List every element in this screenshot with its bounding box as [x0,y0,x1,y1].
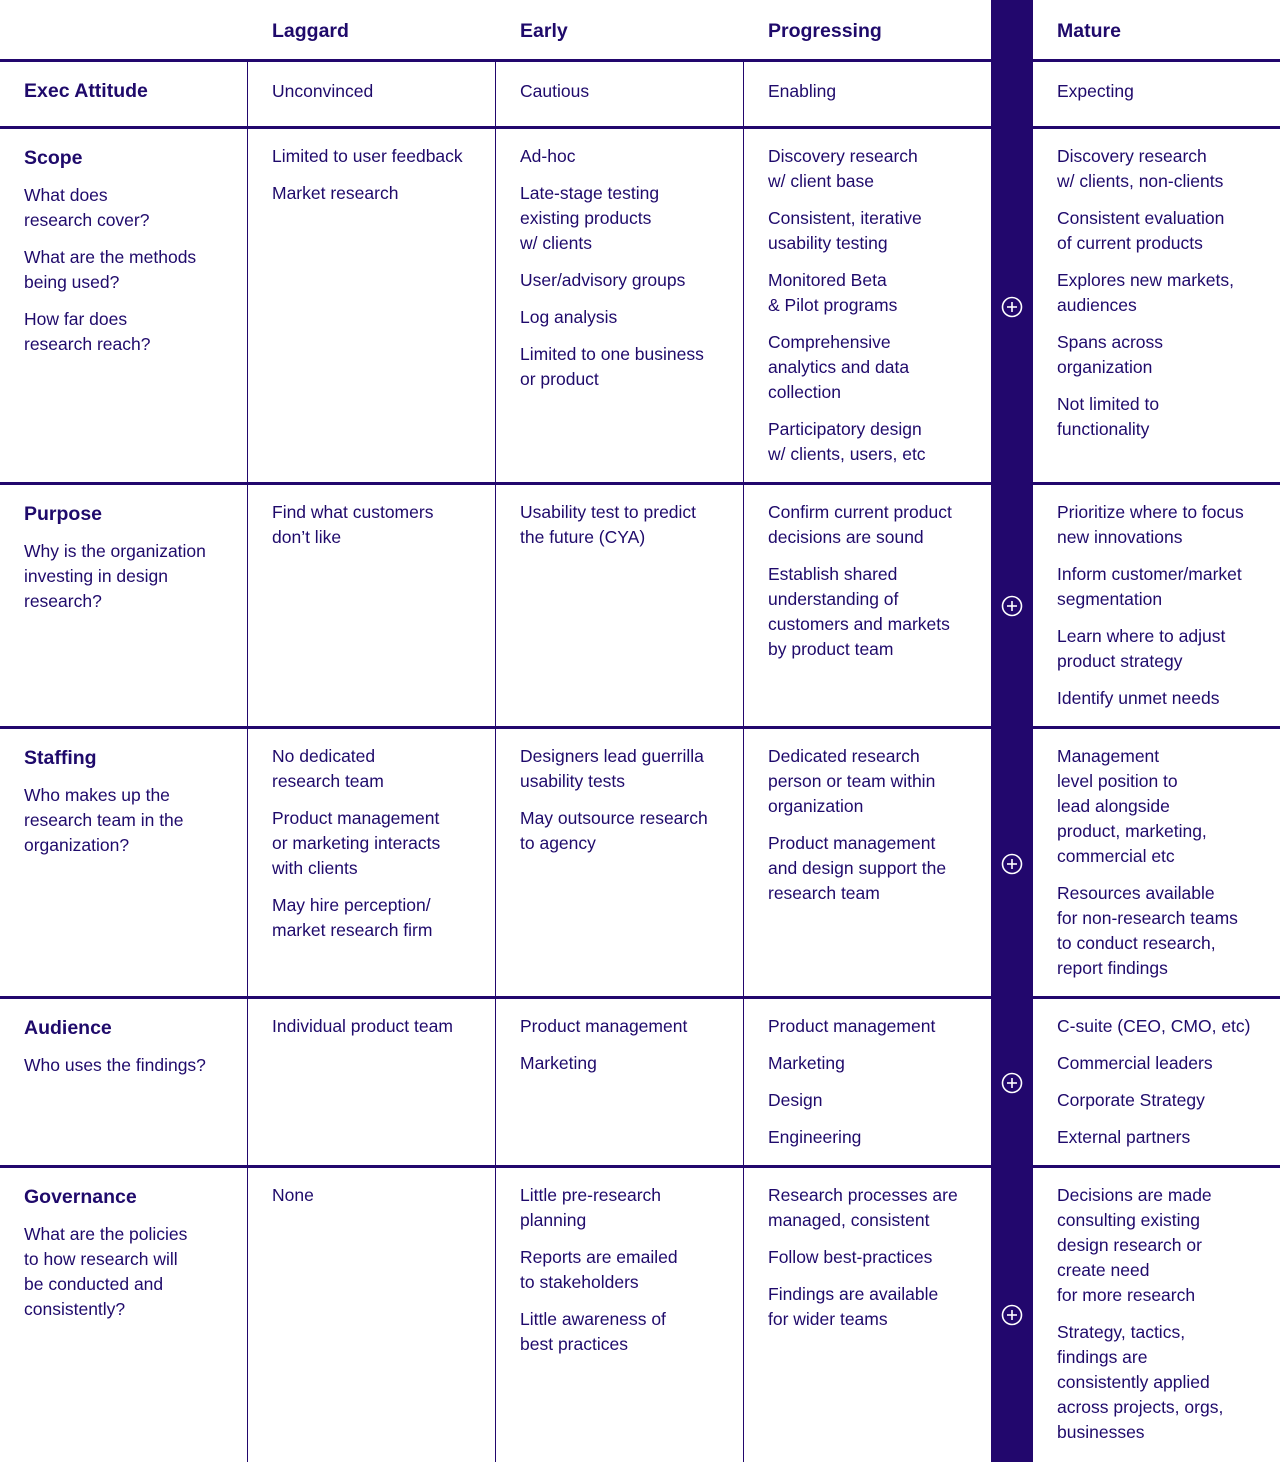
row-divider [0,726,1280,729]
cell-item: Explores new markets, audiences [1057,270,1235,315]
cell-purpose-progressing [768,500,983,674]
cell-item: Enabling [768,81,837,101]
cell-item: Commercial leaders [1057,1053,1213,1073]
cell-item: Marketing [768,1053,845,1073]
column-header-progressing: Progressing [768,20,882,42]
cell-item: Design [768,1090,823,1110]
row-divider [0,126,1280,129]
cell-item: Participatory design w/ clients, users, etc [768,419,926,464]
cell-item: Late-stage testing existing products w/ clients [520,183,660,253]
cell-scope-mature [1057,144,1272,454]
column-header-mature: Mature [1057,20,1121,42]
row-header-purpose [24,502,234,626]
cell-item: Product management and design support the research team [768,833,947,903]
row-divider [0,59,1280,62]
row-header-staffing [24,746,234,870]
plus-circle-icon[interactable] [1001,296,1023,318]
cell-item: None [272,1185,314,1205]
cell-scope-progressing [768,144,983,479]
cell-item: Expecting [1057,81,1134,101]
cell-item: Reports are emailed to stakeholders [520,1247,678,1292]
cell-item: Spans across organization [1057,332,1164,377]
cell-item: Confirm current product decisions are sound [768,502,952,547]
cell-exec-attitude-progressing [768,79,983,116]
cell-item: Identify unmet needs [1057,688,1220,708]
cell-item: Little awareness of best practices [520,1309,666,1354]
cell-purpose-early [520,500,735,562]
row-title: Staffing [24,747,97,769]
row-divider [0,482,1280,485]
cell-item: Monitored Beta & Pilot programs [768,270,898,315]
row-title: Purpose [24,503,103,525]
row-title: Audience [24,1017,112,1039]
row-question: Who makes up the research team in the organization? [24,785,184,855]
cell-item: Follow best-practices [768,1247,933,1267]
cell-item: Engineering [768,1127,862,1147]
cell-item: User/advisory groups [520,270,686,290]
cell-item: Marketing [520,1053,597,1073]
cell-staffing-early [520,744,735,868]
cell-staffing-laggard [272,744,487,955]
cell-item: Product management or marketing interacts with clients [272,808,441,878]
cell-item: Log analysis [520,307,618,327]
row-title: Exec Attitude [24,80,148,102]
cell-item: No dedicated research team [272,746,384,791]
cell-item: Limited to one business or product [520,344,704,389]
cell-scope-early [520,144,735,404]
cell-item: Find what customers don’t like [272,502,434,547]
cell-item: Strategy, tactics, findings are consistently applied across projects, orgs, businesses [1057,1322,1224,1442]
cell-item: Individual product team [272,1016,453,1036]
cell-item: Ad-hoc [520,146,576,166]
plus-circle-icon[interactable] [1001,853,1023,875]
row-title: Scope [24,147,83,169]
cell-purpose-mature [1057,500,1272,723]
column-header-laggard: Laggard [272,20,349,42]
plus-circle-icon[interactable] [1001,595,1023,617]
cell-item: May hire perception/ market research firm [272,895,433,940]
cell-staffing-mature [1057,744,1272,993]
cell-item: Management level position to lead alongside product, marketing, commercial etc [1057,746,1207,866]
cell-item: Establish shared understanding of customers and markets by product team [768,564,950,659]
cell-item: Dedicated research person or team within organization [768,746,936,816]
cell-item: Discovery research w/ clients, non-clients [1057,146,1224,191]
cell-item: Cautious [520,81,590,101]
cell-audience-progressing [768,1014,983,1162]
cell-exec-attitude-mature [1057,79,1272,116]
cell-item: Decisions are made consulting existing design research or create need for more research [1057,1185,1212,1305]
cell-governance-progressing [768,1183,983,1344]
cell-audience-mature [1057,1014,1272,1162]
cell-item: Usability test to predict the future (CYA) [520,502,697,547]
cell-item: Resources available for non-research teams to conduct research, report findings [1057,883,1238,978]
plus-circle-icon[interactable] [1001,1304,1023,1326]
row-header-scope [24,146,234,369]
cell-scope-laggard [272,144,487,218]
row-divider [0,1165,1280,1168]
cell-exec-attitude-laggard [272,79,487,116]
column-divider [247,60,248,1462]
column-header-early: Early [520,20,568,42]
cell-item: Prioritize where to focus new innovations [1057,502,1244,547]
cell-item: Market research [272,183,399,203]
column-divider [743,60,744,1462]
cell-governance-mature [1057,1183,1272,1457]
cell-governance-early [520,1183,735,1369]
cell-item: Corporate Strategy [1057,1090,1205,1110]
cell-item: Learn where to adjust product strategy [1057,626,1226,671]
row-question: How far does research reach? [24,309,151,354]
plus-circle-icon[interactable] [1001,1072,1023,1094]
row-title: Governance [24,1186,137,1208]
row-header-audience [24,1016,234,1090]
row-question: Why is the organization investing in design research? [24,541,206,611]
cell-item: Comprehensive analytics and data collection [768,332,910,402]
cell-item: Limited to user feedback [272,146,463,166]
cell-item: Product management [520,1016,688,1036]
row-question: Who uses the findings? [24,1055,206,1075]
column-divider [495,60,496,1462]
cell-item: Designers lead guerrilla usability tests [520,746,704,791]
cell-staffing-progressing [768,744,983,918]
cell-item: Consistent evaluation of current products [1057,208,1225,253]
mature-column-divider-band [991,0,1033,1462]
cell-exec-attitude-early [520,79,735,116]
row-question: What are the methods being used? [24,247,197,292]
cell-item: Little pre-research planning [520,1185,662,1230]
cell-item: Research processes are managed, consistent [768,1185,958,1230]
cell-audience-laggard [272,1014,487,1051]
row-divider [0,996,1280,999]
row-header-exec-attitude [24,79,234,116]
cell-purpose-laggard [272,500,487,562]
row-question: What are the policies to how research will be conducted and consistently? [24,1224,188,1319]
row-header-governance [24,1185,234,1334]
cell-item: C-suite (CEO, CMO, etc) [1057,1016,1251,1036]
cell-item: Discovery research w/ client base [768,146,918,191]
cell-item: May outsource research to agency [520,808,708,853]
cell-item: Product management [768,1016,936,1036]
cell-item: Not limited to functionality [1057,394,1160,439]
cell-item: Findings are available for wider teams [768,1284,939,1329]
cell-item: Consistent, iterative usability testing [768,208,922,253]
row-question: What does research cover? [24,185,150,230]
cell-item: Unconvinced [272,81,374,101]
cell-item: Inform customer/market segmentation [1057,564,1242,609]
cell-audience-early [520,1014,735,1088]
cell-governance-laggard [272,1183,487,1220]
cell-item: External partners [1057,1127,1191,1147]
